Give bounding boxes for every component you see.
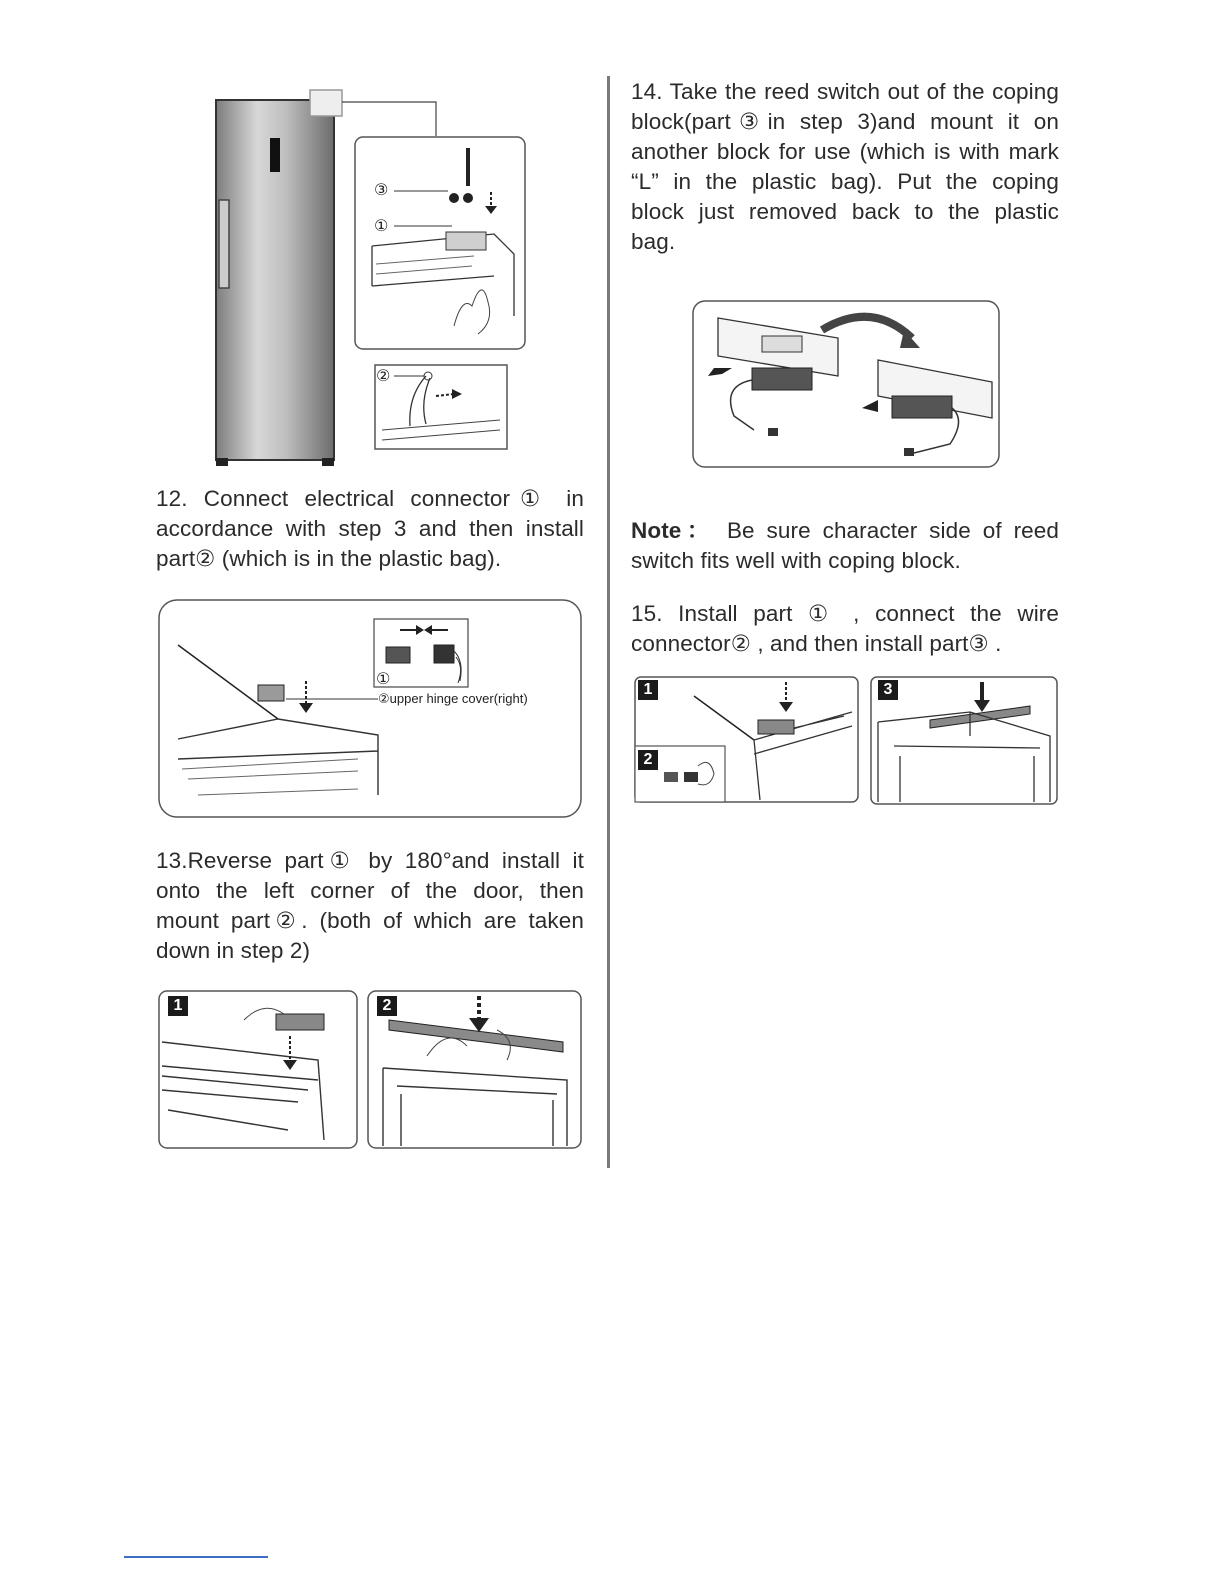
callout-1: ①: [374, 218, 389, 235]
step15-drawing-3: [870, 676, 1058, 805]
reed-switch-figure: [692, 300, 1000, 468]
step13-badge-1: 1: [168, 996, 188, 1016]
fig12-callout-1: ①: [376, 671, 391, 688]
step-14-text: 14. Take the reed switch out of the coping block(part③in step 3)and mount it on another block for use (which is with mark “L” in the plastic bag). Put the coping block just removed back to the plastic bag.: [631, 79, 1059, 254]
cable-detail-box: [374, 364, 508, 450]
hinge-detail-drawing: [354, 136, 526, 350]
column-divider: [607, 76, 610, 1168]
callout-3: ③: [374, 182, 389, 199]
note-body: Be sure character side of reed switch fits well with coping block.: [631, 518, 1059, 573]
step13-badge-2: 2: [377, 996, 397, 1016]
step13-figure-1: [158, 990, 358, 1149]
hinge-detail-box: [354, 136, 526, 350]
upper-hinge-cover-label: ②upper hinge cover(right): [378, 691, 528, 706]
step15-badge-3: 3: [878, 680, 898, 700]
reed-switch-drawing: [692, 300, 1000, 468]
step15-drawing-1: [634, 676, 859, 803]
note-label: Note：: [631, 518, 716, 543]
step-12-text: 12. Connect electrical connector① in accordance with step 3 and then install part② (which is in the plastic bag).: [156, 486, 584, 571]
cable-detail-drawing: [374, 364, 508, 450]
hinge-cover-drawing: [158, 599, 582, 818]
step13-drawing-2: [367, 990, 582, 1149]
footer-line: [124, 1556, 268, 1558]
step15-badge-1: 1: [638, 680, 658, 700]
step15-figure-1: [634, 676, 859, 803]
hinge-cover-figure: [158, 599, 582, 818]
step15-badge-2: 2: [638, 750, 658, 770]
step-15-text: 15. Install part ① , connect the wire connector② , and then install part③ .: [631, 601, 1059, 656]
step13-figure-2: [367, 990, 582, 1149]
step-13-text: 13.Reverse part① by 180°and install it onto the left corner of the door, then mount part②. (both of which are taken down in step 2): [156, 848, 584, 963]
step15-figure-3: [870, 676, 1058, 805]
callout-2: ②: [376, 368, 391, 385]
note-text: [631, 516, 1059, 576]
step13-drawing-1: [158, 990, 358, 1149]
